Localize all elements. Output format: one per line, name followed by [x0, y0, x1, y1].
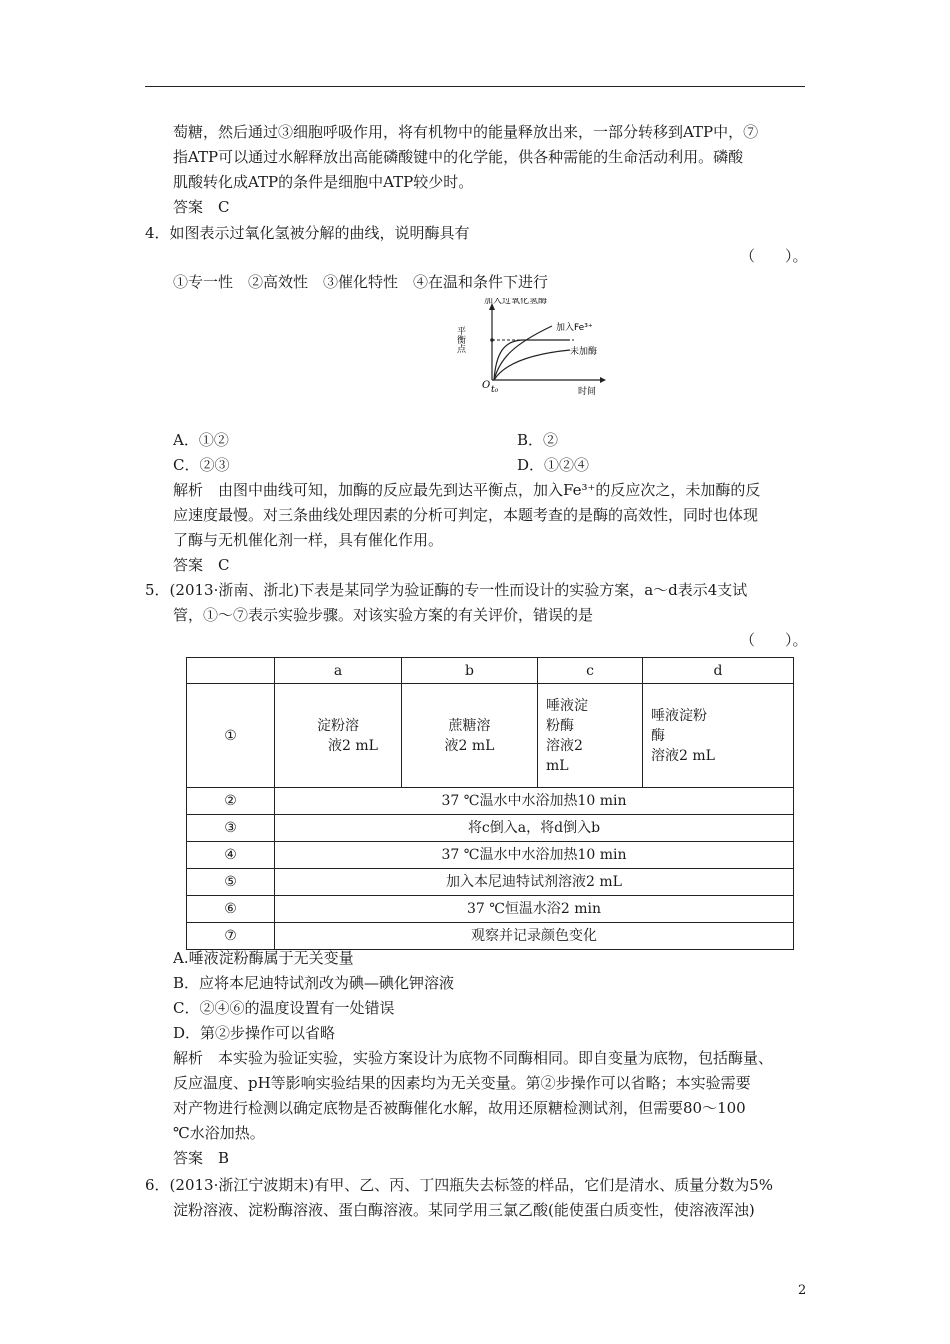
- step-cell: ⑥: [187, 896, 275, 923]
- q4-analysis-line: 解析 由图中曲线可知，加酶的反应最先到达平衡点，加入Fe³⁺的反应次之，未加酶的反: [173, 481, 761, 499]
- answer: 答案 B: [173, 1149, 230, 1167]
- q5-option-b: B．应将本尼迪特试剂改为碘—碘化钾溶液: [173, 974, 455, 992]
- cell-line: 液2 mL: [444, 737, 495, 754]
- curve-catalase: [494, 340, 570, 380]
- cell-c: [538, 684, 643, 788]
- q4-figure: [452, 298, 607, 402]
- cell-b: [402, 684, 538, 788]
- table-row: [187, 842, 794, 869]
- q5-blank: （ ）。: [740, 631, 808, 649]
- cell-a: [275, 684, 402, 788]
- curve-no-enzyme: [494, 350, 570, 380]
- curve-fe3: [494, 326, 552, 380]
- table-row: [187, 923, 794, 950]
- y-label: 平衡点: [455, 326, 465, 353]
- q4-option-d: D．①②④: [517, 456, 590, 474]
- q5-stem-line: 管，①～⑦表示实验步骤。对该实验方案的有关评价，错误的是: [173, 606, 594, 624]
- q5-analysis-line: ℃水浴加热。: [173, 1124, 265, 1142]
- header-cell: [187, 658, 275, 684]
- header-cell: c: [538, 658, 643, 684]
- header-cell: b: [402, 658, 538, 684]
- table-row: [187, 788, 794, 815]
- q4-analysis-line: 应速度最慢。对三条曲线处理因素的分析可判定，本题考查的是酶的高效性，同时也体现: [173, 506, 759, 524]
- x-label: 时间: [578, 387, 597, 397]
- cell-line: 液2 mL: [328, 737, 378, 754]
- q5-option-d: D．第②步操作可以省略: [173, 1024, 336, 1042]
- step-text: 37 ℃恒温水浴2 min: [275, 896, 794, 923]
- text-line: 萄糖，然后通过③细胞呼吸作用，将有机物中的能量释放出来，一部分转移到ATP中，⑦: [173, 123, 759, 141]
- header-rule: [145, 86, 805, 87]
- step-text: 加入本尼迪特试剂溶液2 mL: [275, 869, 794, 896]
- enzyme-curve-graph: [452, 298, 607, 398]
- q5-option-c: C．②④⑥的温度设置有一处错误: [173, 999, 395, 1017]
- table-row: [187, 815, 794, 842]
- cell-line: 溶液2 mL: [651, 747, 715, 764]
- q4-option-c: C．②③: [173, 456, 230, 474]
- curve-label-no-enzyme: 未加酶: [570, 347, 598, 357]
- q4-blank: （ ）。: [740, 247, 808, 265]
- x-axis-arrow: [600, 377, 606, 383]
- cell-line: 溶液2: [546, 737, 583, 754]
- q5-stem-line: 5．(2013·浙南、浙北)下表是某同学为验证酶的专一性而设计的实验方案，a～d表示4支试: [145, 581, 748, 599]
- q4-option-b: B．②: [517, 431, 559, 449]
- q6-line: 淀粉溶液、淀粉酶溶液、蛋白酶溶液。某同学用三氯乙酸(能使蛋白质变性，使溶液浑浊): [173, 1201, 755, 1219]
- step-text: 37 ℃温水中水浴加热10 min: [275, 842, 794, 869]
- table-row: [187, 869, 794, 896]
- cell-line: 唾液淀粉: [651, 707, 707, 724]
- text-line: 肌酸转化成ATP的条件是细胞中ATP较少时。: [173, 173, 474, 191]
- q5-analysis-line: 反应温度、pH等影响实验结果的因素均为无关变量。第②步操作可以省略；本实验需要: [173, 1074, 751, 1092]
- t0-label: t₀: [491, 385, 499, 395]
- step-cell: ①: [187, 684, 275, 788]
- table-row: [187, 896, 794, 923]
- cell-line: 淀粉溶: [317, 717, 359, 734]
- step-cell: ③: [187, 815, 275, 842]
- cell-line: 酶: [651, 727, 665, 744]
- text-line: 指ATP可以通过水解释放出高能磷酸键中的化学能，供各种需能的生命活动利用。磷酸: [173, 148, 744, 166]
- q4-statements: ①专一性 ②高效性 ③催化特性 ④在温和条件下进行: [173, 273, 549, 291]
- step-text: 37 ℃温水中水浴加热10 min: [275, 788, 794, 815]
- q4-option-a: A．①②: [173, 431, 229, 449]
- q4-analysis-line: 了酶与无机催化剂一样，具有催化作用。: [173, 531, 444, 549]
- page-number: 2: [798, 1283, 807, 1298]
- equilibrium-point: [490, 338, 494, 342]
- step-cell: ②: [187, 788, 275, 815]
- header-cell: d: [643, 658, 794, 684]
- cell-line: 蔗糖溶: [448, 717, 491, 734]
- origin-label: O: [482, 380, 491, 391]
- q5-analysis-line: 对产物进行检测以确定底物是否被酶催化水解，故用还原糖检测试剂，但需要80～100: [173, 1099, 746, 1117]
- answer: 答案 C: [173, 556, 230, 574]
- cell-line: mL: [546, 757, 569, 774]
- step-cell: ⑤: [187, 869, 275, 896]
- step-cell: ⑦: [187, 923, 275, 950]
- step-text: 观察并记录颜色变化: [275, 923, 794, 950]
- cell-line: 粉酶: [546, 717, 574, 734]
- answer: 答案 C: [173, 198, 230, 216]
- q6-line: 6．(2013·浙江宁波期末)有甲、乙、丙、丁四瓶失去标签的样品，它们是清水、质量分数为5%: [145, 1176, 773, 1194]
- header-cell: a: [275, 658, 402, 684]
- step-cell: ④: [187, 842, 275, 869]
- q5-option-a: A.唾液淀粉酶属于无关变量: [173, 949, 354, 967]
- q4-stem: 4．如图表示过氧化氢被分解的曲线，说明酶具有: [145, 224, 470, 242]
- curve-label-catalase: 加入过氧化氢酶: [484, 298, 548, 306]
- step-text: 将c倒入a，将d倒入b: [275, 815, 794, 842]
- cell-d: [643, 684, 794, 788]
- q5-analysis-line: 解析 本实验为验证实验，实验方案设计为底物不同酶相同。即自变量为底物，包括酶量、: [173, 1049, 774, 1067]
- cell-line: 唾液淀: [546, 697, 588, 714]
- curve-label-fe3: 加入Fe³⁺: [556, 323, 593, 333]
- experiment-table: [186, 657, 794, 950]
